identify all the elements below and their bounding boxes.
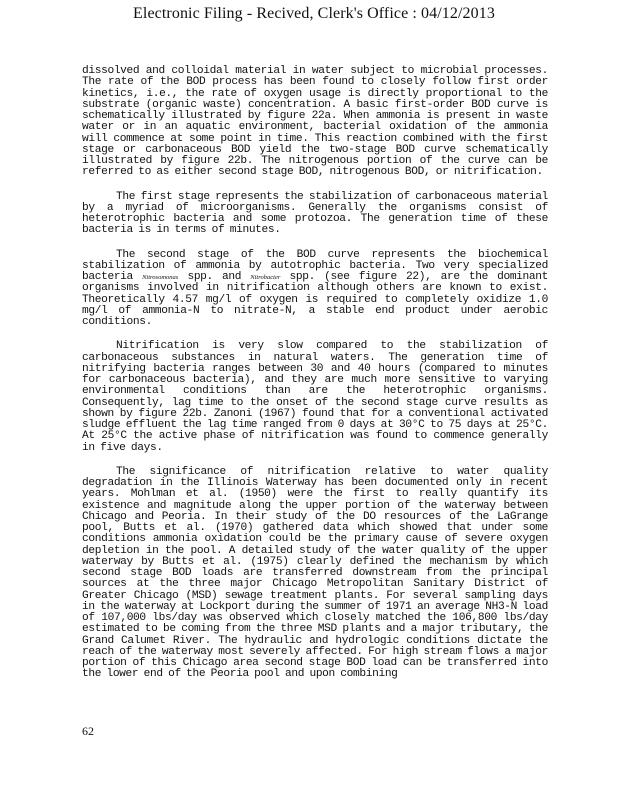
- paragraph-bod-kinetics: dissolved and colloidal material in water subject to microbial processes. The rate of the BOD process has been found to closely follow first order kinetics, i.e., the rate of oxygen usage is directly proportional to the substrate (organic waste) concentration. A basic first-order BOD curve is schematically illustrated by figure 22a. When ammonia is present in waste water or in an aquatic environment, bacterial oxidation of the ammonia will commence at some point in time. This reaction combined with the first stage or carbonaceous BOD yield the two-stage BOD curve schematically illustrated by figure 22b. The nitrogenous portion of the curve can be referred to as either second stage BOD, nitrogenous BOD, or nitrification.: [82, 65, 548, 179]
- paragraph-nitrification-rate: Nitrification is very slow compared to the stabilization of carbonaceous substances in natural waters. The generation time of nitrifying bacteria ranges between 30 and 40 hours (compared to minutes for carbonaceous bacteria), and they are much more sensitive to varying environmental conditions than are the heterotrophic organisms. Consequently, lag time to the onset of the second stage curve results as shown by figure 22b. Zanoni (1967) found that for a conventional activated sludge effluent the lag time ranged from 0 days at 30°C to 75 days at 25°C. At 25°C the active phase of nitrification was found to commence generally in five days.: [82, 340, 548, 454]
- paragraph-second-stage-mid: spp. and: [178, 271, 251, 283]
- genus-nitrobacter: Nitrobacter: [250, 274, 281, 281]
- page-number: 62: [82, 724, 94, 738]
- document-body: [82, 66, 548, 694]
- paragraph-second-stage-tail: spp. (see figure 22), are the dominant organisms involved in nitrification although others are known to exist. Theoretically 4.57 mg/l of oxygen is required to completely oxidize 1.0 mg/l of ammonia-N to nitrate-N, a stable end product under aerobic conditions.: [82, 271, 548, 328]
- paragraph-second-stage: [82, 250, 548, 329]
- paragraph-second-stage-lead: The second stage of the BOD curve represents the biochemical stabilization of ammonia by autotrophic bacteria. Two very specialized bacteria: [82, 248, 548, 283]
- genus-nitrosomonas: Nitrosomonas: [142, 274, 179, 281]
- paragraph-illinois-waterway: The significance of nitrification relative to water quality degradation in the Illinois Waterway has been documented only in recent years. Mohlman et al. (1950) were the first to really quantify its existence and magnitude along the upper portion of the waterway between Chicago and Peoria. In their study of the DO resources of the LaGrange pool, Butts et al. (1970) gathered data which showed that under some conditions ammonia oxidation could be the primary cause of severe oxygen depletion in the pool. A detailed study of the water quality of the upper waterway by Butts et al. (1975) clearly defined the mechanism by which second stage BOD loads are transferred downstream from the principal sources at the three major Chicago Metropolitan Sanitary District of Greater Chicago (MSD) sewage treatment plants. For several sampling days in the waterway at Lockport during the summer of 1971 an average NH3-N load of 107,000 lbs/day was observed which closely matched the 106,800 lbs/day estimated to be coming from the three MSD plants and a major tributary, the Grand Calumet River. The hydraulic and hydrologic conditions dictate the reach of the waterway most severely affected. For high stream flows a major portion of this Chicago area second stage BOD load can be transferred into the lower end of the Peoria pool and upon combining: [82, 465, 548, 681]
- paragraph-first-stage: The first stage represents the stabilization of carbonaceous material by a myriad of microorganisms. Generally the organisms consist of heterotrophic bacteria and some protozoa. The generation time of these bacteria is in terms of minutes.: [82, 190, 548, 237]
- filing-header: Electronic Filing - Recived, Clerk's Office : 04/12/2013: [133, 5, 495, 22]
